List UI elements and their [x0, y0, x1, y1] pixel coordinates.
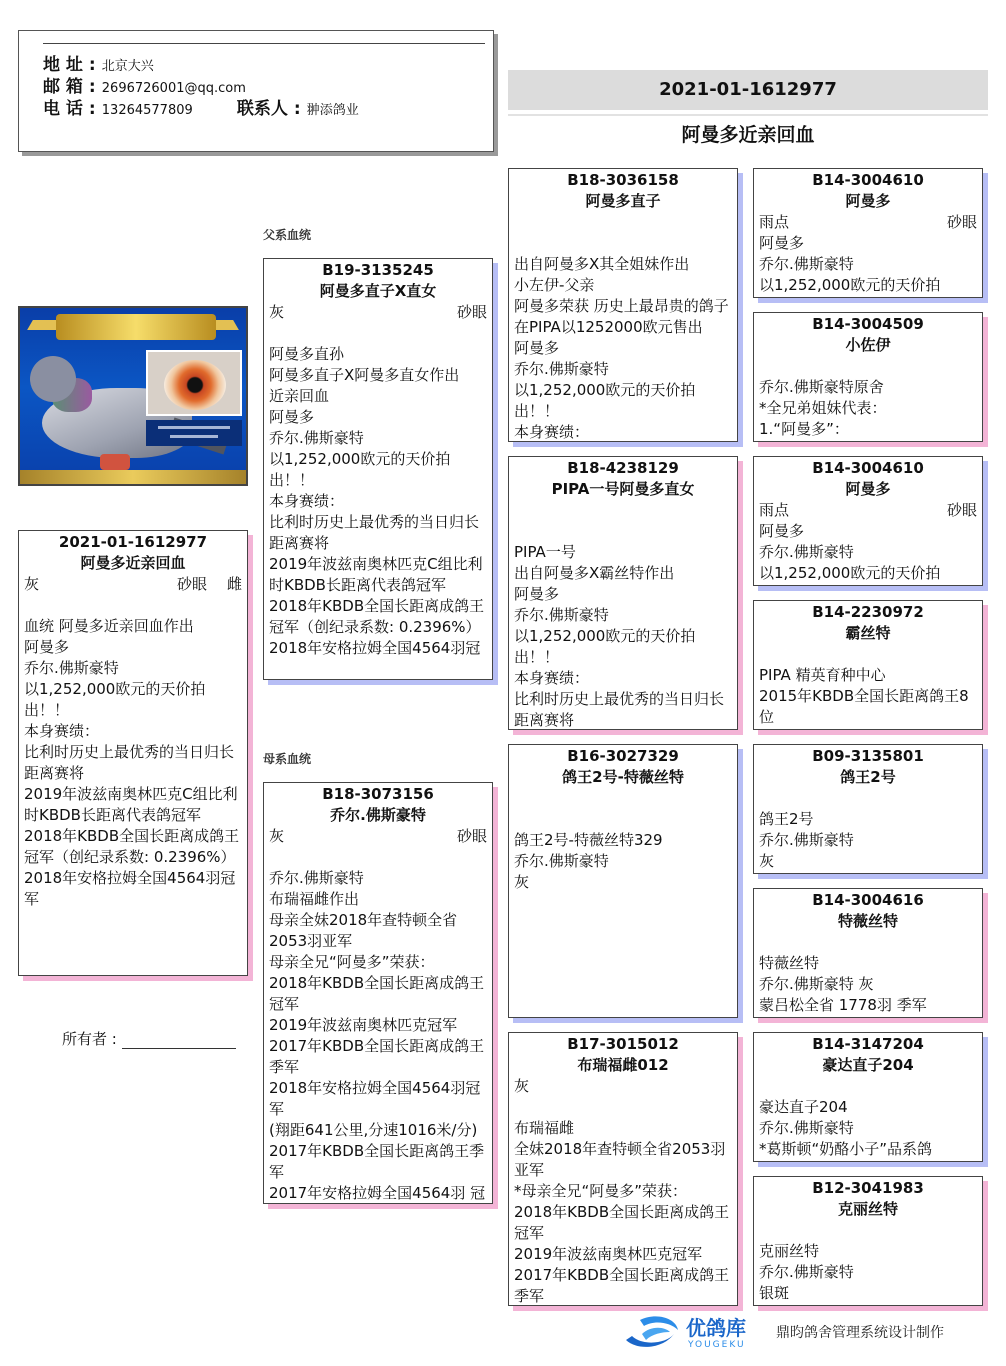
color: 灰: [24, 575, 40, 593]
eye-icon: [164, 360, 226, 410]
eye-type: 砂眼: [456, 827, 487, 845]
pigeon-name: 阿曼多: [845, 192, 891, 210]
sire-card: [263, 258, 493, 680]
pedigree-notes: 乔尔.佛斯豪特 布瑞福雌作出 母亲全妹2018年查特顿全省2053羽亚军 母亲全兄“阿曼多”荣获： 2018年KBDB全国长距离成鸽王冠军 2019年波兹南奥林匹克冠军 2017年KBDB全国长距离成鸽王季军 2018年安格拉姆全国4564羽冠军 (翔距641公里,分速1016米/分) 2017年KBDB全国长距离鸽王季军 2017年安格拉姆全国4564羽 冠: [269, 869, 486, 1202]
pigeon-name: PIPA一号阿曼多直女: [551, 480, 695, 498]
pigeon-name: 乔尔.佛斯豪特: [330, 806, 426, 824]
pigeon-name: 霸丝特: [845, 624, 891, 642]
address-row: [43, 55, 154, 77]
logo-english-text: YOUGEKU: [688, 1340, 746, 1350]
pedigree-notes: 出自阿曼多X其全姐妹作出 小左伊-父亲 阿曼多荣获 历史上最昂贵的鸽子 在PIPA以1252000欧元售出 阿曼多 乔尔.佛斯豪特 以1,252,000欧元的天价拍出！！ 本身赛绩：: [514, 255, 729, 441]
attributes-row: [509, 500, 737, 521]
owner-blank-line: [122, 1035, 236, 1049]
ring-number: 2021-01-1612977: [58, 533, 208, 551]
eye-type: 砂眼: [456, 303, 487, 321]
sds-card: [753, 456, 983, 586]
phone-row: [43, 99, 359, 121]
attributes-row: [754, 644, 982, 665]
yougeku-logo-icon: [622, 1310, 682, 1356]
sex: 雌: [226, 575, 242, 593]
subject-card: [18, 530, 248, 976]
email-row: [43, 77, 246, 99]
photo-caption: [146, 420, 242, 446]
ring-number: B12-3041983: [812, 1179, 924, 1197]
pedigree-title: 阿曼多近亲回血: [508, 114, 988, 154]
contact-person-value: 翀添鸽业: [306, 103, 359, 118]
contact-rule: [43, 43, 485, 44]
pedigree-notes: 阿曼多 乔尔.佛斯豪特 以1,252,000欧元的天价拍: [759, 522, 941, 582]
address-label: 地 址 :: [43, 55, 96, 75]
attributes-row: [754, 1076, 982, 1097]
dss-card: [753, 744, 983, 874]
father-line-label: 父系血统: [263, 228, 312, 242]
attributes-row: [264, 302, 492, 323]
eye-type: 砂眼: [946, 501, 977, 519]
pedigree-notes: 鸽王2号-特薇丝特329 乔尔.佛斯豪特 灰: [514, 831, 663, 891]
phone-value: 13264577809: [101, 103, 193, 118]
pigeon-name: 鸽王2号: [840, 768, 896, 786]
pigeon-name: 布瑞福雌012: [577, 1056, 669, 1074]
contact-person-label: 联系人 :: [236, 99, 301, 119]
eye-closeup: [146, 350, 242, 416]
pedigree-notes: 阿曼多直孙 阿曼多直子X阿曼多直女作出 近亲回血 阿曼多 乔尔.佛斯豪特 以1,252,000欧元的天价拍出！！ 本身赛绩： 比利时历史上最优秀的当日归长距离赛将 2019年波兹南奥林匹克C组比利时KBDB长距离代表鸽冠军 2018年KBDB全国长距离成鸽王冠军（创纪录系数: 0.2396%） 2018年安格拉姆全国4564羽冠: [269, 345, 485, 657]
ring-number: B18-3036158: [567, 171, 679, 189]
attributes-row: [264, 826, 492, 847]
pedigree-notes: 克丽丝特 乔尔.佛斯豪特 银斑: [759, 1242, 854, 1302]
pedigree-notes: PIPA一号 出自阿曼多X霸丝特作出 阿曼多 乔尔.佛斯豪特 以1,252,000欧元的天价拍出！！ 本身赛绩： 比利时历史上最优秀的当日归长距离赛将: [514, 543, 725, 729]
sss-card: [753, 168, 983, 298]
dsd-card: [753, 888, 983, 1018]
pedigree-notes: 鸽王2号 乔尔.佛斯豪特 灰: [759, 810, 854, 870]
ring-number: B09-3135801: [812, 747, 924, 765]
ring-number: B16-3027329: [567, 747, 679, 765]
dam-dam-card: [508, 1032, 738, 1306]
color: 雨点: [759, 501, 790, 519]
attributes-row: [754, 212, 982, 233]
attributes-row: [754, 788, 982, 809]
phone-label: 电 话 :: [43, 99, 96, 119]
color: 灰: [514, 1077, 530, 1095]
owner-field: [62, 1028, 236, 1049]
pigeon-name: 小佐伊: [845, 336, 891, 354]
attributes-row: [754, 356, 982, 377]
footer-credit: 鼎昀鸽舍管理系统设计制作: [776, 1325, 944, 1341]
ring-number: B17-3015012: [567, 1035, 679, 1053]
photo-bottom-border: [20, 470, 246, 484]
ring-number: B18-4238129: [567, 459, 679, 477]
pedigree-code: 2021-01-1612977: [508, 70, 988, 110]
mother-line-label: 母系血统: [263, 752, 312, 766]
dam-card: [263, 782, 493, 1204]
pedigree-notes: 乔尔.佛斯豪特原舍 *全兄弟姐妹代表： 1.“阿曼多”：: [759, 378, 887, 438]
pigeon-name: 豪达直子204: [822, 1056, 914, 1074]
pigeon-name: 特薇丝特: [837, 912, 898, 930]
pedigree-notes: 布瑞福雌 全妹2018年查特顿全省2053羽亚军 *母亲全兄“阿曼多”荣获： 2018年KBDB全国长距离成鸽王冠军 2019年波兹南奥林匹克冠军 2017年KBDB全国长距离成鸽王季军: [514, 1119, 730, 1305]
owner-label: 所有者 :: [62, 1030, 117, 1048]
caption-line-2: [170, 435, 218, 438]
eye-type: 砂眼: [946, 213, 977, 231]
email-value: 2696726001@qq.com: [101, 81, 246, 96]
attributes-row: [754, 500, 982, 521]
ring-number: B14-3004610: [812, 459, 924, 477]
ring-number: B14-3004509: [812, 315, 924, 333]
ring-number: B14-2230972: [812, 603, 924, 621]
ring-number: B14-3147204: [812, 1035, 924, 1053]
logo-chinese-text: 优鸽库: [686, 1316, 746, 1340]
pigeon-legs: [100, 454, 130, 470]
pigeon-name: 阿曼多近亲回血: [80, 554, 186, 572]
pigeon-name: 阿曼多: [845, 480, 891, 498]
pigeon-photo: [18, 306, 248, 486]
pedigree-notes: 阿曼多 乔尔.佛斯豪特 以1,252,000欧元的天价拍: [759, 234, 941, 294]
pigeon-name: 鸽王2号-特薇丝特: [562, 768, 684, 786]
address-value: 北京大兴: [101, 59, 154, 74]
pigeon-name: 克丽丝特: [837, 1200, 898, 1218]
sire-sire-card: [508, 168, 738, 442]
pedigree-notes: 豪达直子204 乔尔.佛斯豪特 *葛斯顿“奶酪小子”品系鸽: [759, 1098, 933, 1158]
pedigree-notes: 血统 阿曼多近亲回血作出 阿曼多 乔尔.佛斯豪特 以1,252,000欧元的天价拍出！！ 本身赛绩： 比利时历史上最优秀的当日归长距离赛将 2019年波兹南奥林匹克C组比利时KBDB长距离代表鸽冠军 2018年KBDB全国长距离成鸽王冠军（创纪录系数: 0.2396%） 2018年安格拉姆全国4564羽冠军: [24, 617, 240, 908]
dds-card: [753, 1032, 983, 1162]
color: 灰: [269, 303, 285, 321]
eye-type: 砂眼: [176, 575, 207, 593]
sire-dam-card: [508, 456, 738, 730]
sdd-card: [753, 600, 983, 730]
attributes-row: [754, 1220, 982, 1241]
ring-number: B14-3004610: [812, 171, 924, 189]
color: 雨点: [759, 213, 790, 231]
attributes-row: [19, 574, 247, 595]
ddd-card: [753, 1176, 983, 1306]
ring-number: B19-3135245: [322, 261, 434, 279]
ssd-card: [753, 312, 983, 442]
pigeon-name: 阿曼多直子X直女: [319, 282, 437, 300]
pigeon-name: 阿曼多直子: [585, 192, 661, 210]
dam-sire-card: [508, 744, 738, 1018]
pedigree-notes: 特薇丝特 乔尔.佛斯豪特 灰 蒙吕松全省 1778羽 季军: [759, 954, 927, 1014]
yougeku-logo: [622, 1310, 762, 1356]
attributes-row: [509, 788, 737, 809]
caption-line-1: [158, 426, 230, 429]
attributes-row: [754, 932, 982, 953]
ring-number: B18-3073156: [322, 785, 434, 803]
ring-number: B14-3004616: [812, 891, 924, 909]
pigeon-head: [30, 356, 76, 402]
attributes-row: [509, 212, 737, 233]
contact-box: [18, 30, 494, 152]
attributes-row: [509, 1076, 737, 1097]
email-label: 邮 箱 :: [43, 77, 96, 97]
pedigree-notes: PIPA 精英育种中心 2015年KBDB全国长距离鸽王8位: [759, 666, 969, 726]
loft-logo-banner: [56, 314, 216, 340]
color: 灰: [269, 827, 285, 845]
